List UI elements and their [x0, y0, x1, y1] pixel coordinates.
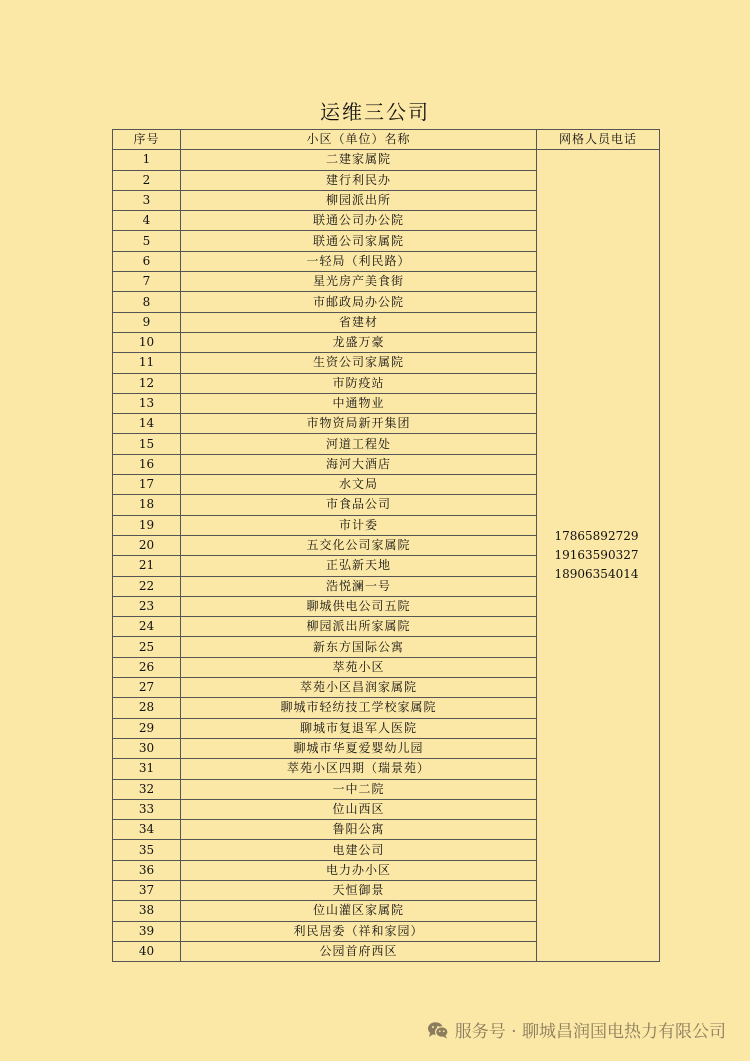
row-community-name: 聊城市轻纺技工学校家属院: [181, 698, 537, 718]
row-community-name: 电力办小区: [181, 860, 537, 880]
row-index: 21: [113, 556, 181, 576]
phone-number: 17865892729: [554, 529, 639, 544]
row-community-name: 电建公司: [181, 840, 537, 860]
row-community-name: 水文局: [181, 475, 537, 495]
row-community-name: 联通公司家属院: [181, 231, 537, 251]
row-community-name: 市防疫站: [181, 373, 537, 393]
row-community-name: 聊城市复退军人医院: [181, 718, 537, 738]
phone-number: 18906354014: [554, 567, 639, 582]
row-index: 32: [113, 779, 181, 799]
row-community-name: 省建材: [181, 312, 537, 332]
row-community-name: 生资公司家属院: [181, 353, 537, 373]
row-index: 33: [113, 799, 181, 819]
row-index: 25: [113, 637, 181, 657]
row-index: 31: [113, 759, 181, 779]
row-community-name: 一轻局（利民路）: [181, 251, 537, 271]
row-index: 19: [113, 515, 181, 535]
row-index: 2: [113, 170, 181, 190]
row-index: 8: [113, 292, 181, 312]
grid-staff-table: [112, 129, 660, 962]
table-header-row: [113, 130, 660, 150]
row-index: 26: [113, 657, 181, 677]
row-community-name: 中通物业: [181, 393, 537, 413]
row-index: 27: [113, 678, 181, 698]
row-index: 38: [113, 901, 181, 921]
row-community-name: 浩悦澜一号: [181, 576, 537, 596]
row-community-name: 聊城供电公司五院: [181, 596, 537, 616]
row-index: 36: [113, 860, 181, 880]
row-community-name: 位山西区: [181, 799, 537, 819]
row-index: 6: [113, 251, 181, 271]
row-index: 30: [113, 738, 181, 758]
row-community-name: 市邮政局办公院: [181, 292, 537, 312]
row-index: 5: [113, 231, 181, 251]
page-title: 运维三公司: [320, 100, 430, 124]
row-index: 39: [113, 921, 181, 941]
row-index: 16: [113, 454, 181, 474]
row-community-name: 五交化公司家属院: [181, 535, 537, 555]
row-community-name: 河道工程处: [181, 434, 537, 454]
row-community-name: 龙盛万豪: [181, 332, 537, 352]
row-community-name: 一中二院: [181, 779, 537, 799]
row-index: 18: [113, 495, 181, 515]
row-community-name: 建行利民办: [181, 170, 537, 190]
row-community-name: 萃苑小区昌润家属院: [181, 678, 537, 698]
table-body: [113, 150, 660, 962]
row-community-name: 公园首府西区: [181, 941, 537, 961]
row-community-name: 二建家属院: [181, 150, 537, 170]
row-index: 13: [113, 393, 181, 413]
table-row: [113, 150, 660, 170]
row-community-name: 新东方国际公寓: [181, 637, 537, 657]
row-community-name: 天恒御景: [181, 880, 537, 900]
row-index: 10: [113, 332, 181, 352]
row-community-name: 萃苑小区: [181, 657, 537, 677]
row-index: 37: [113, 880, 181, 900]
row-index: 28: [113, 698, 181, 718]
row-community-name: 柳园派出所家属院: [181, 617, 537, 637]
row-community-name: 利民居委（祥和家园）: [181, 921, 537, 941]
row-community-name: 鲁阳公寓: [181, 820, 537, 840]
row-index: 29: [113, 718, 181, 738]
row-index: 23: [113, 596, 181, 616]
row-community-name: 正弘新天地: [181, 556, 537, 576]
row-community-name: 市计委: [181, 515, 537, 535]
header-index: 序号: [113, 130, 181, 150]
row-index: 17: [113, 475, 181, 495]
row-index: 40: [113, 941, 181, 961]
row-community-name: 萃苑小区四期（瑞景苑）: [181, 759, 537, 779]
row-index: 20: [113, 535, 181, 555]
phone-cell: [537, 150, 660, 962]
row-index: 35: [113, 840, 181, 860]
row-community-name: 市食品公司: [181, 495, 537, 515]
row-index: 34: [113, 820, 181, 840]
row-community-name: 聊城市华夏爱婴幼儿园: [181, 738, 537, 758]
row-index: 24: [113, 617, 181, 637]
row-community-name: 海河大酒店: [181, 454, 537, 474]
footer-text: 服务号 · 聊城昌润国电热力有限公司: [454, 1022, 726, 1042]
row-index: 12: [113, 373, 181, 393]
row-index: 15: [113, 434, 181, 454]
row-community-name: 柳园派出所: [181, 190, 537, 210]
row-community-name: 市物资局新开集团: [181, 414, 537, 434]
row-index: 22: [113, 576, 181, 596]
wechat-icon: [427, 1021, 449, 1039]
row-index: 11: [113, 353, 181, 373]
row-community-name: 星光房产美食街: [181, 272, 537, 292]
row-index: 4: [113, 211, 181, 231]
phone-number: 19163590327: [554, 548, 639, 563]
row-community-name: 联通公司办公院: [181, 211, 537, 231]
row-index: 14: [113, 414, 181, 434]
row-index: 9: [113, 312, 181, 332]
header-phone: 网格人员电话: [537, 130, 660, 150]
row-community-name: 位山灌区家属院: [181, 901, 537, 921]
row-index: 3: [113, 190, 181, 210]
header-community-name: 小区（单位）名称: [181, 130, 537, 150]
row-index: 7: [113, 272, 181, 292]
row-index: 1: [113, 150, 181, 170]
footer-watermark: [427, 1017, 726, 1042]
